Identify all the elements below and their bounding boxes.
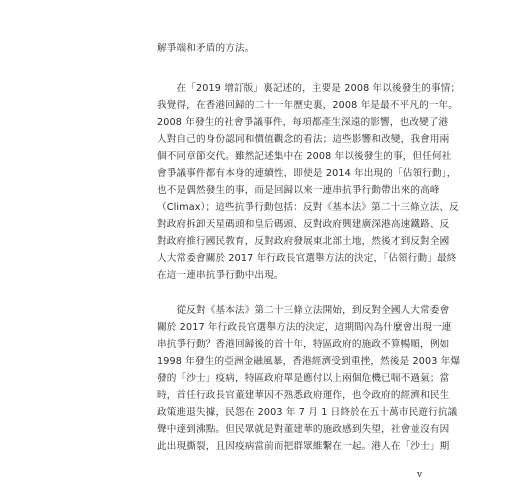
text-line: 在「2019 增訂版」裏記述的，主要是 2008 年以後發生的事情； bbox=[157, 83, 461, 94]
text-line: 對政府拆卸天星碼頭和皇后碼頭、反對政府興建廣深港高速鐵路、反 bbox=[157, 219, 450, 230]
text-line: 2008 年發生的社會爭議事件，每項都產生深遠的影響，也改變了港 bbox=[157, 117, 449, 128]
text-line: 會爭議事件都有本身的連續性，即使是 2014 年出現的「佔領行動」， bbox=[157, 168, 457, 179]
text-line: 解爭端和矛盾的方法。 bbox=[157, 43, 255, 54]
text-line: （Climax）；這些抗爭行動包括：反對《基本法》第二十三條立法、反 bbox=[157, 202, 459, 213]
text-line: 關於 2017 年行政長官選舉方法的決定，這期間內為什麼會出現一連 bbox=[157, 322, 452, 333]
text-line: 從反對《基本法》第二十三條立法開始，到反對全國人大常委會 bbox=[157, 305, 450, 316]
text-line: 串抗爭行動？香港回歸後的首十年，特區政府的施政不算暢順，例如 bbox=[157, 339, 450, 350]
text-line: 在這一連串抗爭行動中出現。 bbox=[157, 270, 284, 281]
text-line: 聲中達到沸點。但民眾就是對董建華的施政感到失望，社會並沒有因 bbox=[157, 424, 450, 435]
text-line: 個不同章節交代。雖然記述集中在 2008 年以後發生的事，但任何社 bbox=[157, 151, 452, 162]
text-line: 此出現撕裂，且因疫病當前而把群眾維繫在一起。港人在「沙士」期 bbox=[157, 441, 450, 452]
text-line: 人對自己的身份認同和價值觀念的看法；這些影響和改變，我會用兩 bbox=[157, 134, 450, 145]
text-line: 我覺得，在香港回歸的二十一年歷史裏，2008 年是最不平凡的一年。 bbox=[157, 100, 459, 111]
page-number: v bbox=[417, 470, 423, 480]
text-line: 1998 年發生的亞洲金融風暴，香港經濟受到重挫，然後是 2003 年爆 bbox=[157, 356, 461, 367]
text-line: 發的「沙士」疫病，特區政府單是應付以上兩個危機已喘不過氣；當 bbox=[157, 373, 450, 384]
text-line: 對政府推行國民教育，反對政府發展東北部土地，然後才到反對全國 bbox=[157, 236, 450, 247]
text-line: 時，首任行政長官董建華因不熟悉政府運作，也令政府的經濟和民生 bbox=[157, 390, 450, 401]
text-line: 人大常委會關於 2017 年行政長官選舉方法的決定，「佔領行動」最終 bbox=[157, 253, 457, 264]
text-line: 政策進退失據，民怨在 2003 年 7 月 1 日終於在五十萬市民遊行抗議 bbox=[157, 407, 458, 418]
text-line: 也不是偶然發生的事，而是回歸以來一連串抗爭行動帶出來的高峰 bbox=[157, 185, 440, 196]
